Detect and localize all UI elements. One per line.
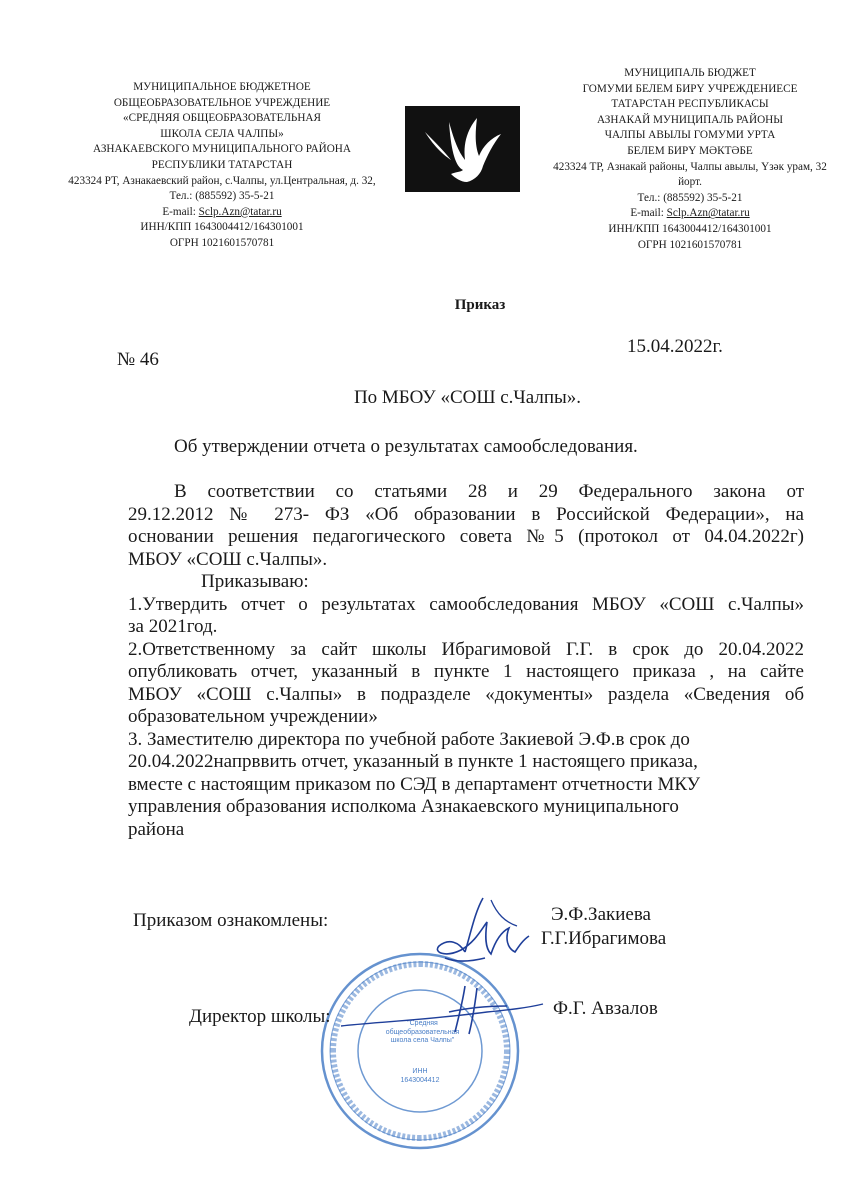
body-line: образовательном учреждении»: [128, 706, 378, 727]
document-title: Приказ: [454, 297, 506, 313]
header-right-line: МУНИЦИПАЛЬ БЮДЖЕТ: [624, 67, 756, 79]
body-line: 1.Утвердить отчет о результатах самообследования МБОУ «СОШ с.Чалпы»: [128, 593, 804, 615]
order-word: Приказываю:: [201, 571, 309, 592]
signer-zakieva: Э.Ф.Закиева: [551, 904, 651, 925]
header-left-email-row: [52, 205, 392, 221]
body-line: основании решения педагогического совета №5 (протокол от 04.04.2022г): [128, 526, 804, 547]
header-left-address: 423324 РТ, Азнакаевский район, с.Чалпы, ул.Центральная, д. 32,: [68, 174, 376, 187]
email-prefix: E-mail:: [630, 207, 667, 220]
signer-ibragimova: Г.Г.Ибрагимова: [541, 928, 667, 949]
document-organization: По МБОУ «СОШ с.Чалпы».: [353, 387, 582, 408]
header-left-line: ШКОЛА СЕЛА ЧАЛПЫ»: [160, 127, 284, 140]
body-line: управления образования исполкома Азнакаевского муниципального: [128, 796, 679, 817]
header-right-ogrn: ОГРН 1021601570781: [637, 238, 743, 251]
email-prefix: E-mail:: [162, 205, 199, 218]
body-line: за 2021год.: [128, 616, 218, 637]
header-left-inn: ИНН/КПП 1643004412/164301001: [140, 221, 304, 234]
stamp-inn-value: 1643004412: [400, 1076, 440, 1084]
document-date: 15.04.2022г.: [627, 336, 723, 357]
stamp-inn-label: ИНН: [412, 1068, 428, 1075]
body-line: 3. Заместителю директора по учебной работе Закиевой Э.Ф.в срок до: [128, 728, 690, 750]
header-right-line: ТАТАРСТАН РЕСПУБЛИКАСЫ: [611, 98, 769, 111]
stamp-inn: [370, 1068, 470, 1085]
header-left-line: ОБЩЕОБРАЗОВАТЕЛЬНОЕ УЧРЕЖДЕНИЕ: [113, 96, 331, 109]
body-line: МБОУ «СОШ с.Чалпы» в подразделе «документы» раздела «Сведения об: [128, 683, 804, 705]
header-right-tatar: [540, 66, 840, 253]
email-link[interactable]: Sclp.Azn@tatar.ru: [666, 207, 750, 220]
email-link[interactable]: Sclp.Azn@tatar.ru: [198, 205, 282, 218]
header-left-russian: [52, 80, 392, 252]
header-left-line: АЗНАКАЕВСКОГО МУНИЦИПАЛЬНОГО РАЙОНА: [93, 143, 351, 156]
director-name: Ф.Г. Авзалов: [553, 998, 658, 1019]
official-stamp: [318, 950, 522, 1152]
body-line: района: [128, 818, 185, 840]
bird-icon: [405, 106, 520, 192]
body-line: 20.04.2022напрввить отчет, указанный в пункте 1 настоящего приказа,: [128, 751, 698, 772]
director-label: Директор школы:: [189, 1006, 331, 1027]
stamp-center-text: "Средняя общеобразовательная школа села Чалпы": [385, 1020, 460, 1044]
header-right-line: ЧАЛПЫ АВЫЛЫ ГОМУМИ УРТА: [604, 129, 776, 142]
header-right-address: 423324 ТР, Азнакай районы, Чалпы авылы, Үзәк урам, 32 йорт.: [553, 160, 827, 189]
header-right-phone: Тел.: (885592) 35-5-21: [637, 191, 743, 204]
document-subject: Об утверждении отчета о результатах самообследования.: [174, 436, 638, 457]
header-right-line: ГОМУМИ БЕЛЕМ БИРҮ УЧРЕЖДЕНИЕСЕ: [582, 82, 798, 95]
body-line: 29.12.2012 № 273- ФЗ «Об образовании в Российской Федерации», на: [128, 503, 804, 525]
header-right-line: БЕЛЕМ БИРҮ МӘКТӘБЕ: [627, 144, 753, 157]
handwritten-signature-acquainted: [425, 892, 535, 968]
body-line: опубликовать отчет, указанный в пункте 1 настоящего приказа , на сайте: [128, 661, 804, 682]
header-right-inn: ИНН/КПП 1643004412/164301001: [608, 222, 772, 235]
header-right-line: АЗНАКАЙ МУНИЦИПАЛЬ РАЙОНЫ: [597, 113, 783, 126]
school-logo: [405, 106, 520, 192]
header-right-email-row: [540, 206, 840, 222]
acquainted-label: Приказом ознакомлены:: [133, 910, 329, 931]
handwritten-signature-director: [337, 982, 547, 1037]
header-left-ogrn: ОГРН 1021601570781: [169, 236, 275, 249]
header-left-phone: Тел.: (885592) 35-5-21: [169, 190, 275, 203]
body-line: МБОУ «СОШ с.Чалпы».: [128, 548, 328, 570]
body-line: В соответствии со статьями 28 и 29 Федерального закона от: [174, 481, 804, 502]
body-line: 2.Ответственному за сайт школы Ибрагимовой Г.Г. в срок до 20.04.2022: [128, 638, 804, 660]
document-body: [128, 481, 804, 841]
header-left-line: «СРЕДНЯЯ ОБЩЕОБРАЗОВАТЕЛЬНАЯ: [123, 112, 321, 125]
document-number: № 46: [117, 349, 159, 370]
body-line: вместе с настоящим приказом по СЭД в департамент отчетности МКУ: [128, 773, 701, 795]
header-left-line: РЕСПУБЛИКИ ТАТАРСТАН: [151, 158, 293, 171]
header-left-line: МУНИЦИПАЛЬНОЕ БЮДЖЕТНОЕ: [133, 81, 311, 93]
